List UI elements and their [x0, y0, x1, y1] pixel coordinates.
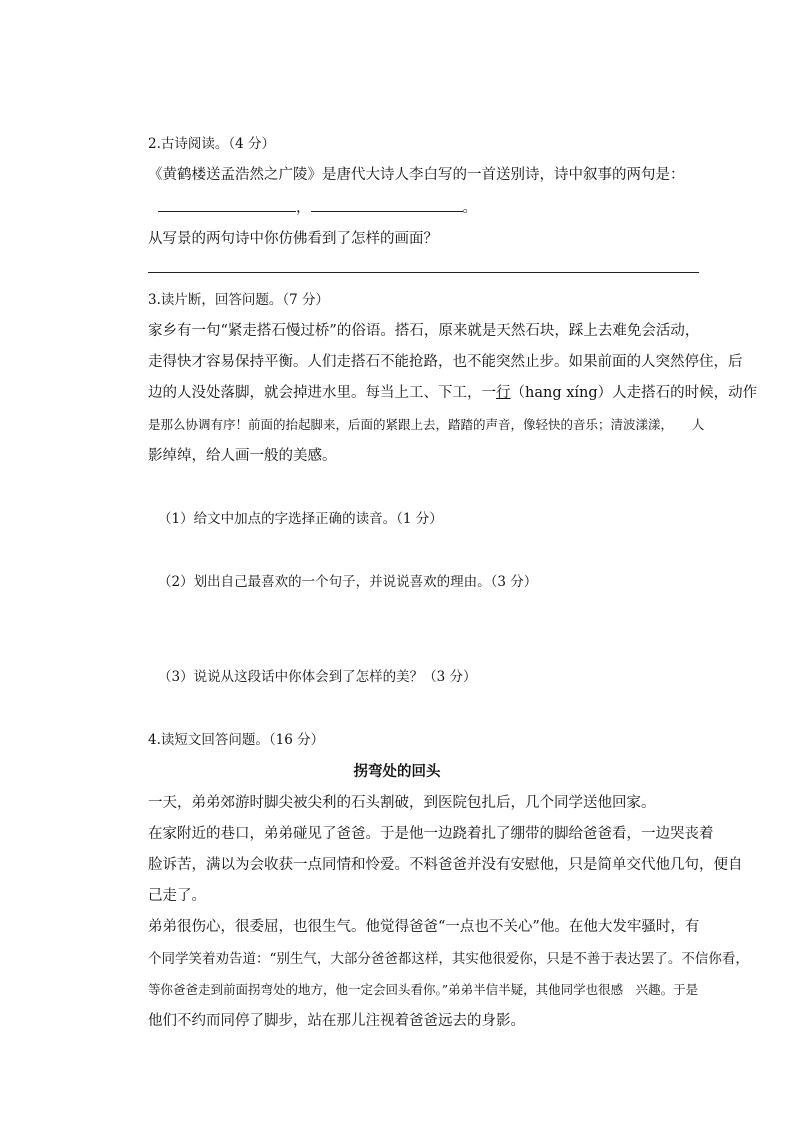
q4-para-3-line-2: 个同学笑着劝告道：“别生气，大部分爸爸都这样，其实他很爱你，只是不善于表达罢了。不信你看， — [148, 951, 749, 967]
q2-blank-sep: ， — [296, 200, 311, 216]
q4-para-2-line-3: 己走了。 — [148, 888, 206, 904]
q3-heading: 3.读片断，回答问题。（7 分） — [148, 292, 330, 308]
q3-dotted-char: 行 — [496, 385, 511, 401]
q3-passage-line-2: 走得快才容易保持平衡。人们走搭石不能抢路，也不能突然止步。如果前面的人突然停住，后 — [148, 354, 743, 370]
q3-passage-line-4: 是那么协调有序！前面的抬起脚来，后面的紧跟上去，踏踏的声音，像轻快的音乐；清波漾漾， 人 — [148, 417, 705, 432]
q2-answer-line[interactable] — [148, 272, 699, 273]
q4-passage-title: 拐弯处的回头 — [353, 763, 441, 780]
q2-blank-row — [158, 197, 477, 218]
q4-para-2-line-1: 在家附近的巷口，弟弟碰见了爸爸。于是他一边跷着扎了绷带的脚给爸爸看，一边哭丧着 — [148, 826, 714, 842]
q4-para-2-line-2: 脸诉苦，满以为会收获一点同情和怜爱。不料爸爸并没有安慰他，只是简单交代他几句，便自 — [148, 857, 743, 873]
q4-para-3-line-1: 弟弟很伤心，很委屈，也很生气。他觉得爸爸“一点也不关心”他。在他大发牢骚时，有 — [148, 919, 700, 935]
q2-prompt: 《黄鹤楼送孟浩然之广陵》是唐代大诗人李白写的一首送别诗，诗中叙事的两句是： — [148, 167, 685, 183]
q2-sub-question: 从写景的两句诗中你仿佛看到了怎样的画面？ — [148, 231, 438, 247]
q4-para-1: 一天，弟弟郊游时脚尖被尖利的石头割破，到医院包扎后，几个同学送他回家。 — [148, 795, 656, 811]
q3-passage-line-1: 家乡有一句“紧走搭石慢过桥”的俗语。搭石，原来就是天然石块，踩上去难免会活动， — [148, 323, 700, 339]
q4-heading: 4.读短文回答问题。（16 分） — [148, 732, 325, 748]
q2-blank-1[interactable] — [158, 197, 296, 212]
q3-sub-2: （2）划出自己最喜欢的一个句子，并说说喜欢的理由。（3 分） — [158, 574, 538, 590]
q3-passage-line-5: 影绰绰，给人画一般的美感。 — [148, 448, 337, 464]
q4-para-3-line-3: 等你爸爸走到前面拐弯处的地方，他一定会回头看你。”弟弟半信半疑，其他同学也很感 兴趣。于是 — [148, 982, 699, 997]
q3-sub-3: （3）说说从这段话中你体会到了怎样的美？（3 分） — [158, 669, 477, 685]
q3-passage-line-3a: 边的人没处落脚，就会掉进水里。每当上工、下工，一 — [148, 385, 496, 401]
q2-blank-end: 。 — [462, 200, 477, 216]
q2-heading: 2.古诗阅读。（4 分） — [148, 136, 276, 152]
q3-passage-line-3 — [148, 383, 757, 403]
q4-para-3-line-4: 他们不约而同停了脚步，站在那儿注视着爸爸远去的身影。 — [148, 1013, 525, 1029]
q3-passage-line-3b: （hang xíng）人走搭石的时候，动作 — [510, 385, 758, 401]
q3-sub-1: （1）给文中加点的字选择正确的读音。（1 分） — [158, 511, 443, 527]
q2-blank-2[interactable] — [311, 197, 463, 212]
